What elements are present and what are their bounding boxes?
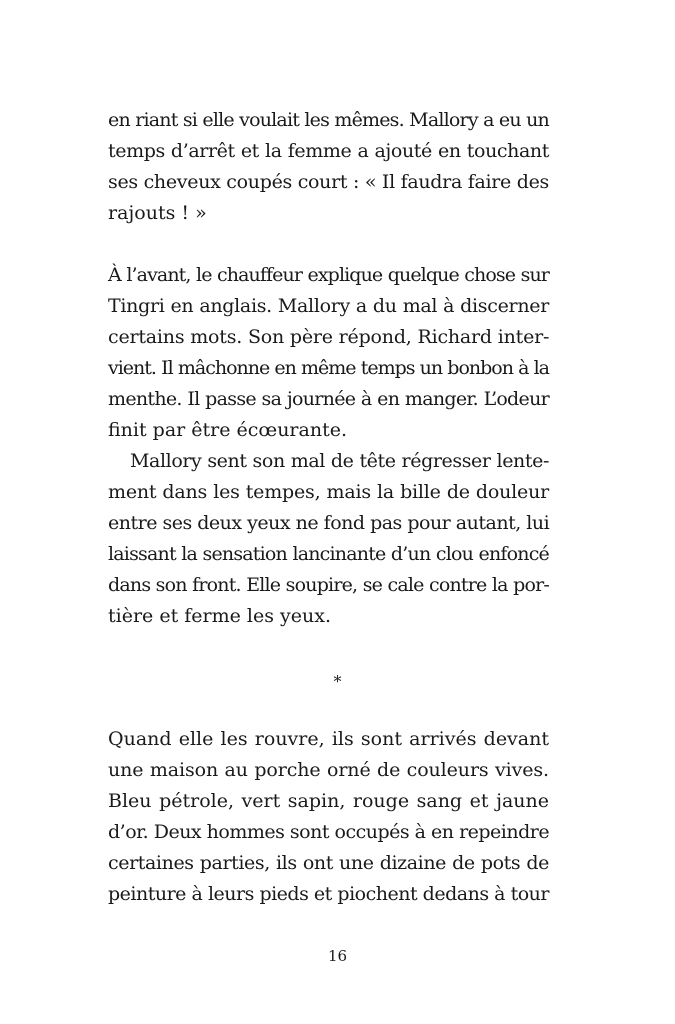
- text-line: temps d’arrêt et la femme a ajouté en touchant: [108, 140, 549, 162]
- text-line: Mallory sent son mal de tête régresser lente-: [130, 450, 549, 472]
- text-section: [108, 260, 549, 632]
- text-line: Quand elle les rouvre, ils sont arrivés devant: [108, 728, 549, 750]
- text-line: peinture à leurs pieds et piochent dedans à tour: [108, 883, 549, 905]
- paragraph-chauffeur: [108, 260, 549, 446]
- text-line: rajouts ! »: [108, 202, 207, 224]
- paragraph-arrival: [108, 724, 549, 910]
- section-separator: *: [333, 672, 342, 691]
- text-line: vient. Il mâchonne en même temps un bonbon à la: [108, 357, 549, 379]
- text-line: menthe. Il passe sa journée à en manger. L’odeur: [108, 388, 549, 410]
- text-line: À l’avant, le chauffeur explique quelque chose sur: [108, 264, 549, 286]
- paragraph-headache: [108, 446, 549, 632]
- text-line: Tingri en anglais. Mallory a du mal à discerner: [108, 295, 549, 317]
- text-line: en riant si elle voulait les mêmes. Mallory a eu un: [108, 109, 549, 131]
- text-line: tière et ferme les yeux.: [108, 605, 331, 627]
- paragraph-continued: [108, 105, 549, 229]
- text-line: finit par être écœurante.: [108, 419, 347, 441]
- text-line: ment dans les tempes, mais la bille de douleur: [108, 481, 549, 503]
- text-line: dans son front. Elle soupire, se cale contre la por-: [108, 574, 549, 596]
- text-line: une maison au porche orné de couleurs vives.: [108, 759, 549, 781]
- text-line: certains mots. Son père répond, Richard inter-: [108, 326, 550, 348]
- text-line: entre ses deux yeux ne fond pas pour autant, lui: [108, 512, 550, 534]
- text-line: laissant la sensation lancinante d’un clou enfoncé: [108, 543, 549, 565]
- page-number: 16: [327, 947, 348, 965]
- text-line: certaines parties, ils ont une dizaine de pots de: [108, 852, 549, 874]
- text-line: ses cheveux coupés court : « Il faudra faire des: [108, 171, 549, 193]
- text-line: Bleu pétrole, vert sapin, rouge sang et jaune: [108, 790, 549, 812]
- text-line: d’or. Deux hommes sont occupés à en repeindre: [108, 821, 550, 843]
